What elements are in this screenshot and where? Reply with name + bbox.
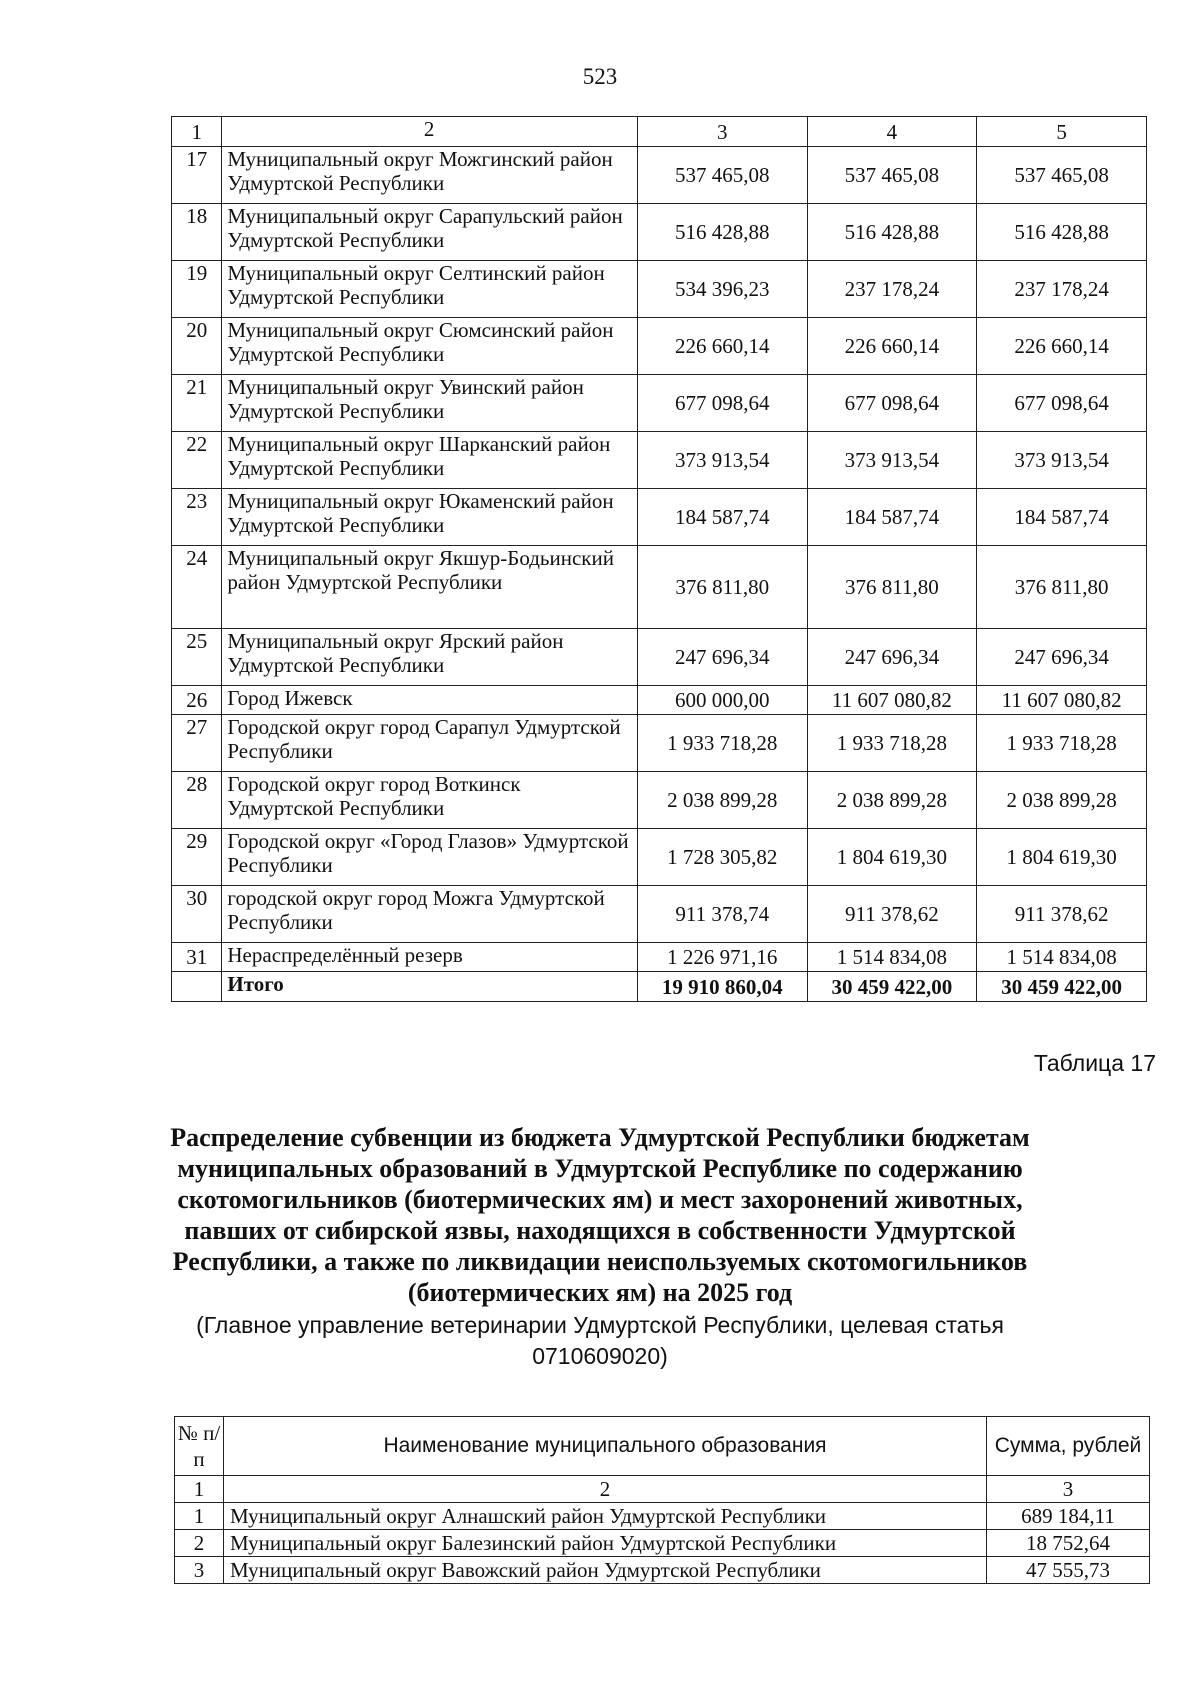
row-number: 18 <box>172 204 222 261</box>
table-header-row <box>175 1417 1150 1476</box>
col-number: 2 <box>224 1476 987 1503</box>
row-number: 1 <box>175 1503 224 1530</box>
table-caption: Таблица 17 <box>1033 1050 1156 1076</box>
head-name: Наименование муниципального образования <box>224 1417 987 1476</box>
row-number: 3 <box>175 1557 224 1584</box>
amount-col5: 537 465,08 <box>977 147 1147 204</box>
table-row <box>172 261 1147 318</box>
table-row <box>172 772 1147 829</box>
municipality-name: Муниципальный округ Якшур-Бодьинский район Удмуртской Республики <box>222 546 638 629</box>
amount-col4: 237 178,24 <box>807 261 977 318</box>
total-empty-cell <box>172 972 222 1002</box>
row-number: 19 <box>172 261 222 318</box>
table-row <box>172 204 1147 261</box>
table-row <box>172 489 1147 546</box>
amount-col5: 911 378,62 <box>977 886 1147 943</box>
amount-col4: 376 811,80 <box>807 546 977 629</box>
table-row <box>172 432 1147 489</box>
allocation-table-continued <box>171 116 1147 1002</box>
table-subtitle: (Главное управление ветеринарии Удмуртской Республики, целевая статья 0710609020) <box>196 1312 1004 1369</box>
amount-col4: 184 587,74 <box>807 489 977 546</box>
column-number-row <box>175 1476 1150 1503</box>
row-number: 29 <box>172 829 222 886</box>
municipality-name: Муниципальный округ Увинский район Удмуртской Республики <box>222 375 638 432</box>
municipality-name: Городской округ город Воткинск Удмуртской Республики <box>222 772 638 829</box>
row-number: 20 <box>172 318 222 375</box>
municipality-name: Муниципальный округ Вавожский район Удмуртской Республики <box>224 1557 987 1584</box>
amount-col5: 516 428,88 <box>977 204 1147 261</box>
row-number: 28 <box>172 772 222 829</box>
amount-col4: 1 514 834,08 <box>807 943 977 972</box>
col-number: 3 <box>637 117 807 147</box>
municipality-name: Нераспределённый резерв <box>222 943 638 972</box>
table-header-row <box>172 117 1147 147</box>
municipality-name: Муниципальный округ Юкаменский район Удмуртской Республики <box>222 489 638 546</box>
page-number: 523 <box>582 64 618 89</box>
amount-col3: 376 811,80 <box>637 546 807 629</box>
amount-col5: 373 913,54 <box>977 432 1147 489</box>
amount-col4: 677 098,64 <box>807 375 977 432</box>
row-number: 23 <box>172 489 222 546</box>
amount-col5: 1 514 834,08 <box>977 943 1147 972</box>
amount-col3: 373 913,54 <box>637 432 807 489</box>
amount-col4: 247 696,34 <box>807 629 977 686</box>
municipality-name: Муниципальный округ Ярский район Удмуртской Республики <box>222 629 638 686</box>
amount-col5: 226 660,14 <box>977 318 1147 375</box>
amount-col3: 516 428,88 <box>637 204 807 261</box>
row-number: 30 <box>172 886 222 943</box>
allocation-table-17 <box>174 1416 1150 1584</box>
amount-col3: 1 728 305,82 <box>637 829 807 886</box>
col-number: 5 <box>977 117 1147 147</box>
amount-col4: 1 933 718,28 <box>807 715 977 772</box>
amount-col5: 247 696,34 <box>977 629 1147 686</box>
amount-col4: 226 660,14 <box>807 318 977 375</box>
municipality-name: Городской округ город Сарапул Удмуртской Республики <box>222 715 638 772</box>
table-title: Распределение субвенции из бюджета Удмуртской Республики бюджетам муниципальных образований в Удмуртской Республике по содержанию скотомогильников (биотермических ям) и мест захоронений животных, павших от сибирской язвы, находящихся в собственности Удмуртской Республики, а также по ликвидации неиспользуемых скотомогильников (биотермических ям) на 2025 год <box>170 1123 1030 1307</box>
amount-col4: 537 465,08 <box>807 147 977 204</box>
municipality-name: Городской округ «Город Глазов» Удмуртской Республики <box>222 829 638 886</box>
amount-col4: 2 038 899,28 <box>807 772 977 829</box>
municipality-name: Муниципальный округ Сюмсинский район Удмуртской Республики <box>222 318 638 375</box>
row-number: 26 <box>172 686 222 715</box>
total-col4: 30 459 422,00 <box>807 972 977 1002</box>
municipality-name: Муниципальный округ Алнашский район Удмуртской Республики <box>224 1503 987 1530</box>
amount-col4: 1 804 619,30 <box>807 829 977 886</box>
col-number: 1 <box>172 117 222 147</box>
amount-col5: 2 038 899,28 <box>977 772 1147 829</box>
amount-col4: 373 913,54 <box>807 432 977 489</box>
col-number: 1 <box>175 1476 224 1503</box>
amount-col3: 911 378,74 <box>637 886 807 943</box>
table-row <box>172 686 1147 715</box>
amount-col4: 516 428,88 <box>807 204 977 261</box>
row-number: 27 <box>172 715 222 772</box>
head-number: № п/п <box>175 1417 224 1476</box>
head-sum: Сумма, рублей <box>987 1417 1150 1476</box>
total-label: Итого <box>222 972 638 1002</box>
amount: 689 184,11 <box>987 1503 1150 1530</box>
amount-col3: 226 660,14 <box>637 318 807 375</box>
table-row <box>175 1557 1150 1584</box>
table-row <box>175 1503 1150 1530</box>
table-row <box>172 375 1147 432</box>
amount-col4: 11 607 080,82 <box>807 686 977 715</box>
table-row <box>172 715 1147 772</box>
amount-col5: 237 178,24 <box>977 261 1147 318</box>
total-col5: 30 459 422,00 <box>977 972 1147 1002</box>
row-number: 22 <box>172 432 222 489</box>
table-row <box>172 546 1147 629</box>
row-number: 2 <box>175 1530 224 1557</box>
row-number: 17 <box>172 147 222 204</box>
col-number: 2 <box>222 117 638 147</box>
total-col3: 19 910 860,04 <box>637 972 807 1002</box>
amount: 47 555,73 <box>987 1557 1150 1584</box>
table-row <box>172 629 1147 686</box>
amount-col5: 376 811,80 <box>977 546 1147 629</box>
amount: 18 752,64 <box>987 1530 1150 1557</box>
amount-col5: 1 933 718,28 <box>977 715 1147 772</box>
amount-col3: 1 226 971,16 <box>637 943 807 972</box>
col-number: 3 <box>987 1476 1150 1503</box>
table-row <box>172 829 1147 886</box>
amount-col5: 1 804 619,30 <box>977 829 1147 886</box>
col-number: 4 <box>807 117 977 147</box>
amount-col4: 911 378,62 <box>807 886 977 943</box>
table-row <box>172 147 1147 204</box>
amount-col3: 537 465,08 <box>637 147 807 204</box>
table-row <box>172 886 1147 943</box>
amount-col5: 184 587,74 <box>977 489 1147 546</box>
total-row <box>172 972 1147 1002</box>
table-row <box>175 1530 1150 1557</box>
municipality-name: Муниципальный округ Можгинский район Удмуртской Республики <box>222 147 638 204</box>
row-number: 21 <box>172 375 222 432</box>
table-row <box>172 943 1147 972</box>
amount-col3: 600 000,00 <box>637 686 807 715</box>
table-row <box>172 318 1147 375</box>
amount-col3: 247 696,34 <box>637 629 807 686</box>
municipality-name: Муниципальный округ Шарканский район Удмуртской Республики <box>222 432 638 489</box>
municipality-name: Муниципальный округ Селтинский район Удмуртской Республики <box>222 261 638 318</box>
amount-col5: 677 098,64 <box>977 375 1147 432</box>
amount-col3: 2 038 899,28 <box>637 772 807 829</box>
municipality-name: Город Ижевск <box>222 686 638 715</box>
row-number: 25 <box>172 629 222 686</box>
municipality-name: Муниципальный округ Балезинский район Удмуртской Республики <box>224 1530 987 1557</box>
amount-col5: 11 607 080,82 <box>977 686 1147 715</box>
amount-col3: 677 098,64 <box>637 375 807 432</box>
amount-col3: 184 587,74 <box>637 489 807 546</box>
row-number: 31 <box>172 943 222 972</box>
municipality-name: городской округ город Можга Удмуртской Республики <box>222 886 638 943</box>
municipality-name: Муниципальный округ Сарапульский район Удмуртской Республики <box>222 204 638 261</box>
row-number: 24 <box>172 546 222 629</box>
amount-col3: 1 933 718,28 <box>637 715 807 772</box>
amount-col3: 534 396,23 <box>637 261 807 318</box>
